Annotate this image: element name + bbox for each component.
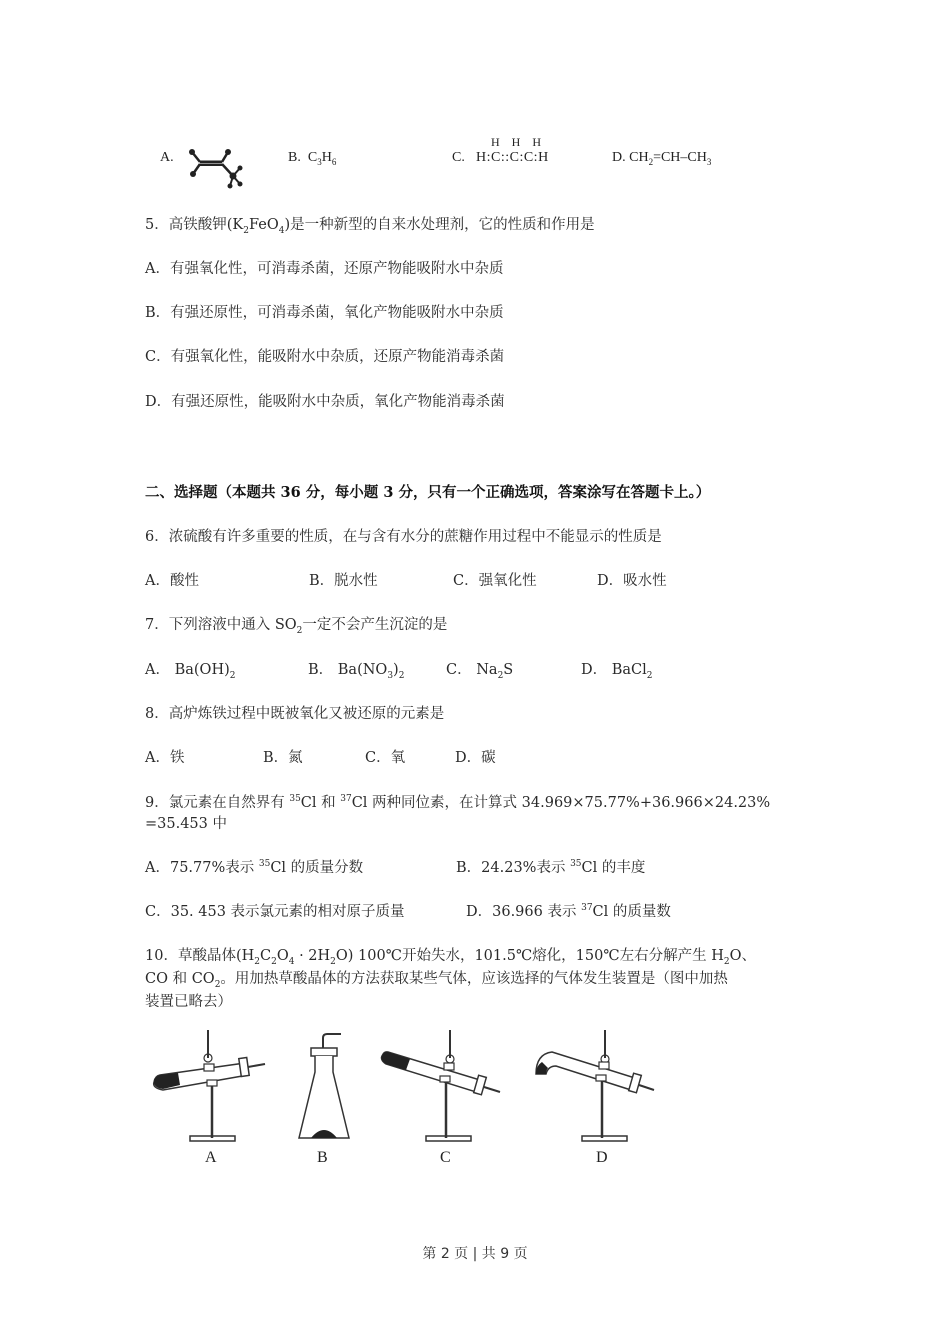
q6-option-d: D．吸水性 bbox=[597, 573, 667, 589]
q7-c-sub: 2 bbox=[497, 670, 504, 681]
q4-b-sub1: 3 bbox=[317, 156, 322, 167]
q7-b-formula: Ba(NO bbox=[337, 662, 388, 678]
q7-stem-sub: 2 bbox=[296, 625, 303, 636]
q10-l1a: 10．草酸晶体(H bbox=[145, 948, 255, 964]
q5-option-c: C．有强氧化性，能吸附水中杂质，还原产物能消毒杀菌 bbox=[145, 349, 505, 365]
q5-stem-post: )是一种新型的自来水处理剂，它的性质和作用是 bbox=[284, 217, 595, 233]
q5-formula-k: K bbox=[232, 217, 244, 233]
apparatus-a-label: A bbox=[205, 1149, 217, 1166]
q4-b-c: C bbox=[307, 150, 318, 165]
apparatus-a-icon bbox=[150, 1030, 280, 1170]
q5-formula-k-sub: 2 bbox=[243, 225, 249, 236]
q5-option-b: B．有强还原性，可消毒杀菌，氧化产物能吸附水中杂质 bbox=[145, 305, 504, 321]
q7-stem bbox=[145, 615, 447, 635]
q10-s2: 2 bbox=[271, 956, 277, 967]
q7-option-d bbox=[581, 660, 653, 680]
q10-s3: 4 bbox=[288, 956, 295, 967]
section-2-heading: 二、选择题（本题共 36 分，每小题 3 分，只有一个正确选项，答案涂写在答题卡上。） bbox=[145, 484, 711, 501]
q7-option-a bbox=[145, 660, 235, 680]
q10-l1b: C bbox=[260, 948, 272, 964]
q4-option-b-label: B. bbox=[288, 150, 301, 165]
q5-number: 5． bbox=[145, 217, 169, 233]
q7-a-sub: 2 bbox=[229, 670, 236, 681]
q5-option-a: A．有强氧化性，可消毒杀菌，还原产物能吸附水中杂质 bbox=[145, 261, 504, 277]
q4-option-b bbox=[288, 150, 336, 166]
apparatus-b-flask-icon bbox=[295, 1030, 365, 1170]
page-footer: 第 2 页 | 共 9 页 bbox=[422, 1246, 528, 1262]
q10-l2-sub: 2 bbox=[214, 979, 221, 990]
q5-option-d: D．有强还原性，能吸附水中杂质，氧化产物能消毒杀菌 bbox=[145, 394, 505, 410]
q4-option-d-label: D. bbox=[612, 150, 626, 165]
q5-formula-o-sub: 4 bbox=[278, 225, 285, 236]
q9-option-d bbox=[466, 902, 671, 922]
q9-stem-line1 bbox=[145, 793, 770, 813]
q9-option-c: C．35. 453 表示氯元素的相对原子质量 bbox=[145, 904, 405, 920]
q9-stem-line2: =35.453 中 bbox=[145, 816, 227, 832]
q9-option-b bbox=[456, 858, 645, 878]
q7-d-label: D． bbox=[581, 662, 608, 678]
q9-stem-part1: 9．氯元素在自然界有 bbox=[145, 795, 290, 811]
q6-option-c: C．强氧化性 bbox=[453, 573, 537, 589]
q7-d-sub: 2 bbox=[646, 670, 653, 681]
q7-option-b bbox=[308, 660, 404, 680]
q4-d-mid: =CH–CH bbox=[653, 150, 707, 165]
q7-c-label: C． bbox=[446, 662, 472, 678]
q9-b-mass: 35 bbox=[570, 859, 582, 870]
q7-a-label: A． bbox=[145, 662, 170, 678]
q4-option-a-label: A. bbox=[160, 150, 174, 165]
q10-l1d: · 2H bbox=[294, 948, 331, 964]
q9-iso1-mass: 35 bbox=[289, 794, 301, 805]
q6-option-b: B．脱水性 bbox=[309, 573, 378, 589]
q9-b-post: 的丰度 bbox=[597, 860, 646, 876]
q10-l1e: O) 100℃开始失水，101.5℃熔化，150℃左右分解产生 H bbox=[335, 948, 724, 964]
q5-formula-feo: FeO bbox=[248, 217, 279, 233]
q9-d-pre: D．36.966 表示 bbox=[466, 904, 582, 920]
q9-b-pre: B．24.23%表示 bbox=[456, 860, 571, 876]
q8-option-d: D．碳 bbox=[455, 750, 496, 766]
q10-stem-line3: 装置已略去） bbox=[145, 994, 232, 1010]
q9-stem-part2: 和 bbox=[316, 795, 341, 811]
q10-l1f: O、 bbox=[729, 948, 756, 964]
q7-c-post: S bbox=[503, 662, 514, 678]
q9-a-post: 的质量分数 bbox=[286, 860, 364, 876]
q10-s1: 2 bbox=[254, 956, 260, 967]
q4-c-hydrogens-top: H H H bbox=[491, 135, 543, 149]
q4-option-c-label: C. bbox=[452, 150, 465, 165]
q9-iso2-mass: 37 bbox=[340, 794, 352, 805]
q7-stem-pre: 7．下列溶液中通入 SO bbox=[145, 617, 297, 633]
q9-iso2-symbol: Cl bbox=[351, 795, 368, 811]
q10-l1c: O bbox=[276, 948, 289, 964]
q7-b-sub: 3 bbox=[387, 670, 394, 681]
q9-a-pre: A．75.77%表示 bbox=[145, 860, 259, 876]
q8-option-b: B．氮 bbox=[263, 750, 303, 766]
apparatus-d-icon bbox=[530, 1030, 660, 1170]
q9-a-mass: 35 bbox=[258, 859, 271, 870]
q4-b-sub2: 6 bbox=[331, 156, 337, 167]
q10-s5: 2 bbox=[723, 956, 730, 967]
q7-b-post: ) bbox=[393, 662, 399, 678]
q10-s4: 2 bbox=[330, 956, 336, 967]
q7-stem-post: 一定不会产生沉淀的是 bbox=[302, 617, 448, 633]
apparatus-figure bbox=[150, 1030, 660, 1170]
q9-option-a bbox=[145, 858, 363, 878]
q4-d-sub1: 2 bbox=[648, 156, 654, 167]
q9-d-sym: Cl bbox=[592, 904, 609, 920]
q9-a-sym: Cl bbox=[270, 860, 287, 876]
apparatus-c-label: C bbox=[440, 1149, 451, 1166]
q4-option-d bbox=[612, 150, 711, 166]
q5-stem bbox=[145, 215, 595, 235]
q9-d-post: 的质量数 bbox=[608, 904, 671, 920]
q4-d-sub2: 3 bbox=[706, 156, 712, 167]
q10-stem-line2 bbox=[145, 969, 728, 989]
q4-d-pre: CH bbox=[629, 150, 649, 165]
q4-c-electron-formula: H:C::C:C:H bbox=[476, 150, 549, 165]
q10-l2a: CO 和 CO bbox=[145, 971, 215, 987]
q7-option-c bbox=[446, 660, 513, 680]
q8-option-a: A．铁 bbox=[145, 750, 185, 766]
q9-stem-part3: 两种同位素，在计算式 34.969×75.77%+36.966×24.23% bbox=[367, 795, 771, 811]
q7-a-formula: Ba(OH) bbox=[174, 662, 230, 678]
q10-l2b: 。用加热草酸晶体的方法获取某些气体，应该选择的气体发生装置是（图中加热 bbox=[220, 971, 728, 987]
q7-c-formula: Na bbox=[476, 662, 498, 678]
q7-b-sub2: 2 bbox=[398, 670, 405, 681]
apparatus-b-label: B bbox=[317, 1149, 328, 1166]
q10-stem-line1 bbox=[145, 946, 756, 966]
ball-stick-model-icon bbox=[188, 140, 258, 190]
apparatus-c-icon bbox=[380, 1030, 510, 1170]
q7-d-formula: BaCl bbox=[611, 662, 647, 678]
apparatus-d-label: D bbox=[596, 1149, 608, 1166]
q6-stem: 6．浓硫酸有许多重要的性质，在与含有水分的蔗糖作用过程中不能显示的性质是 bbox=[145, 529, 662, 545]
q7-b-label: B． bbox=[308, 662, 334, 678]
q6-option-a: A．酸性 bbox=[145, 573, 199, 589]
q9-b-sym: Cl bbox=[581, 860, 598, 876]
q9-d-mass: 37 bbox=[581, 903, 593, 914]
q4-b-h: H bbox=[321, 150, 332, 165]
q8-option-c: C．氧 bbox=[365, 750, 406, 766]
q9-iso1-symbol: Cl bbox=[300, 795, 317, 811]
q5-stem-pre: 高铁酸钾( bbox=[168, 217, 233, 233]
q8-stem: 8．高炉炼铁过程中既被氧化又被还原的元素是 bbox=[145, 706, 445, 722]
